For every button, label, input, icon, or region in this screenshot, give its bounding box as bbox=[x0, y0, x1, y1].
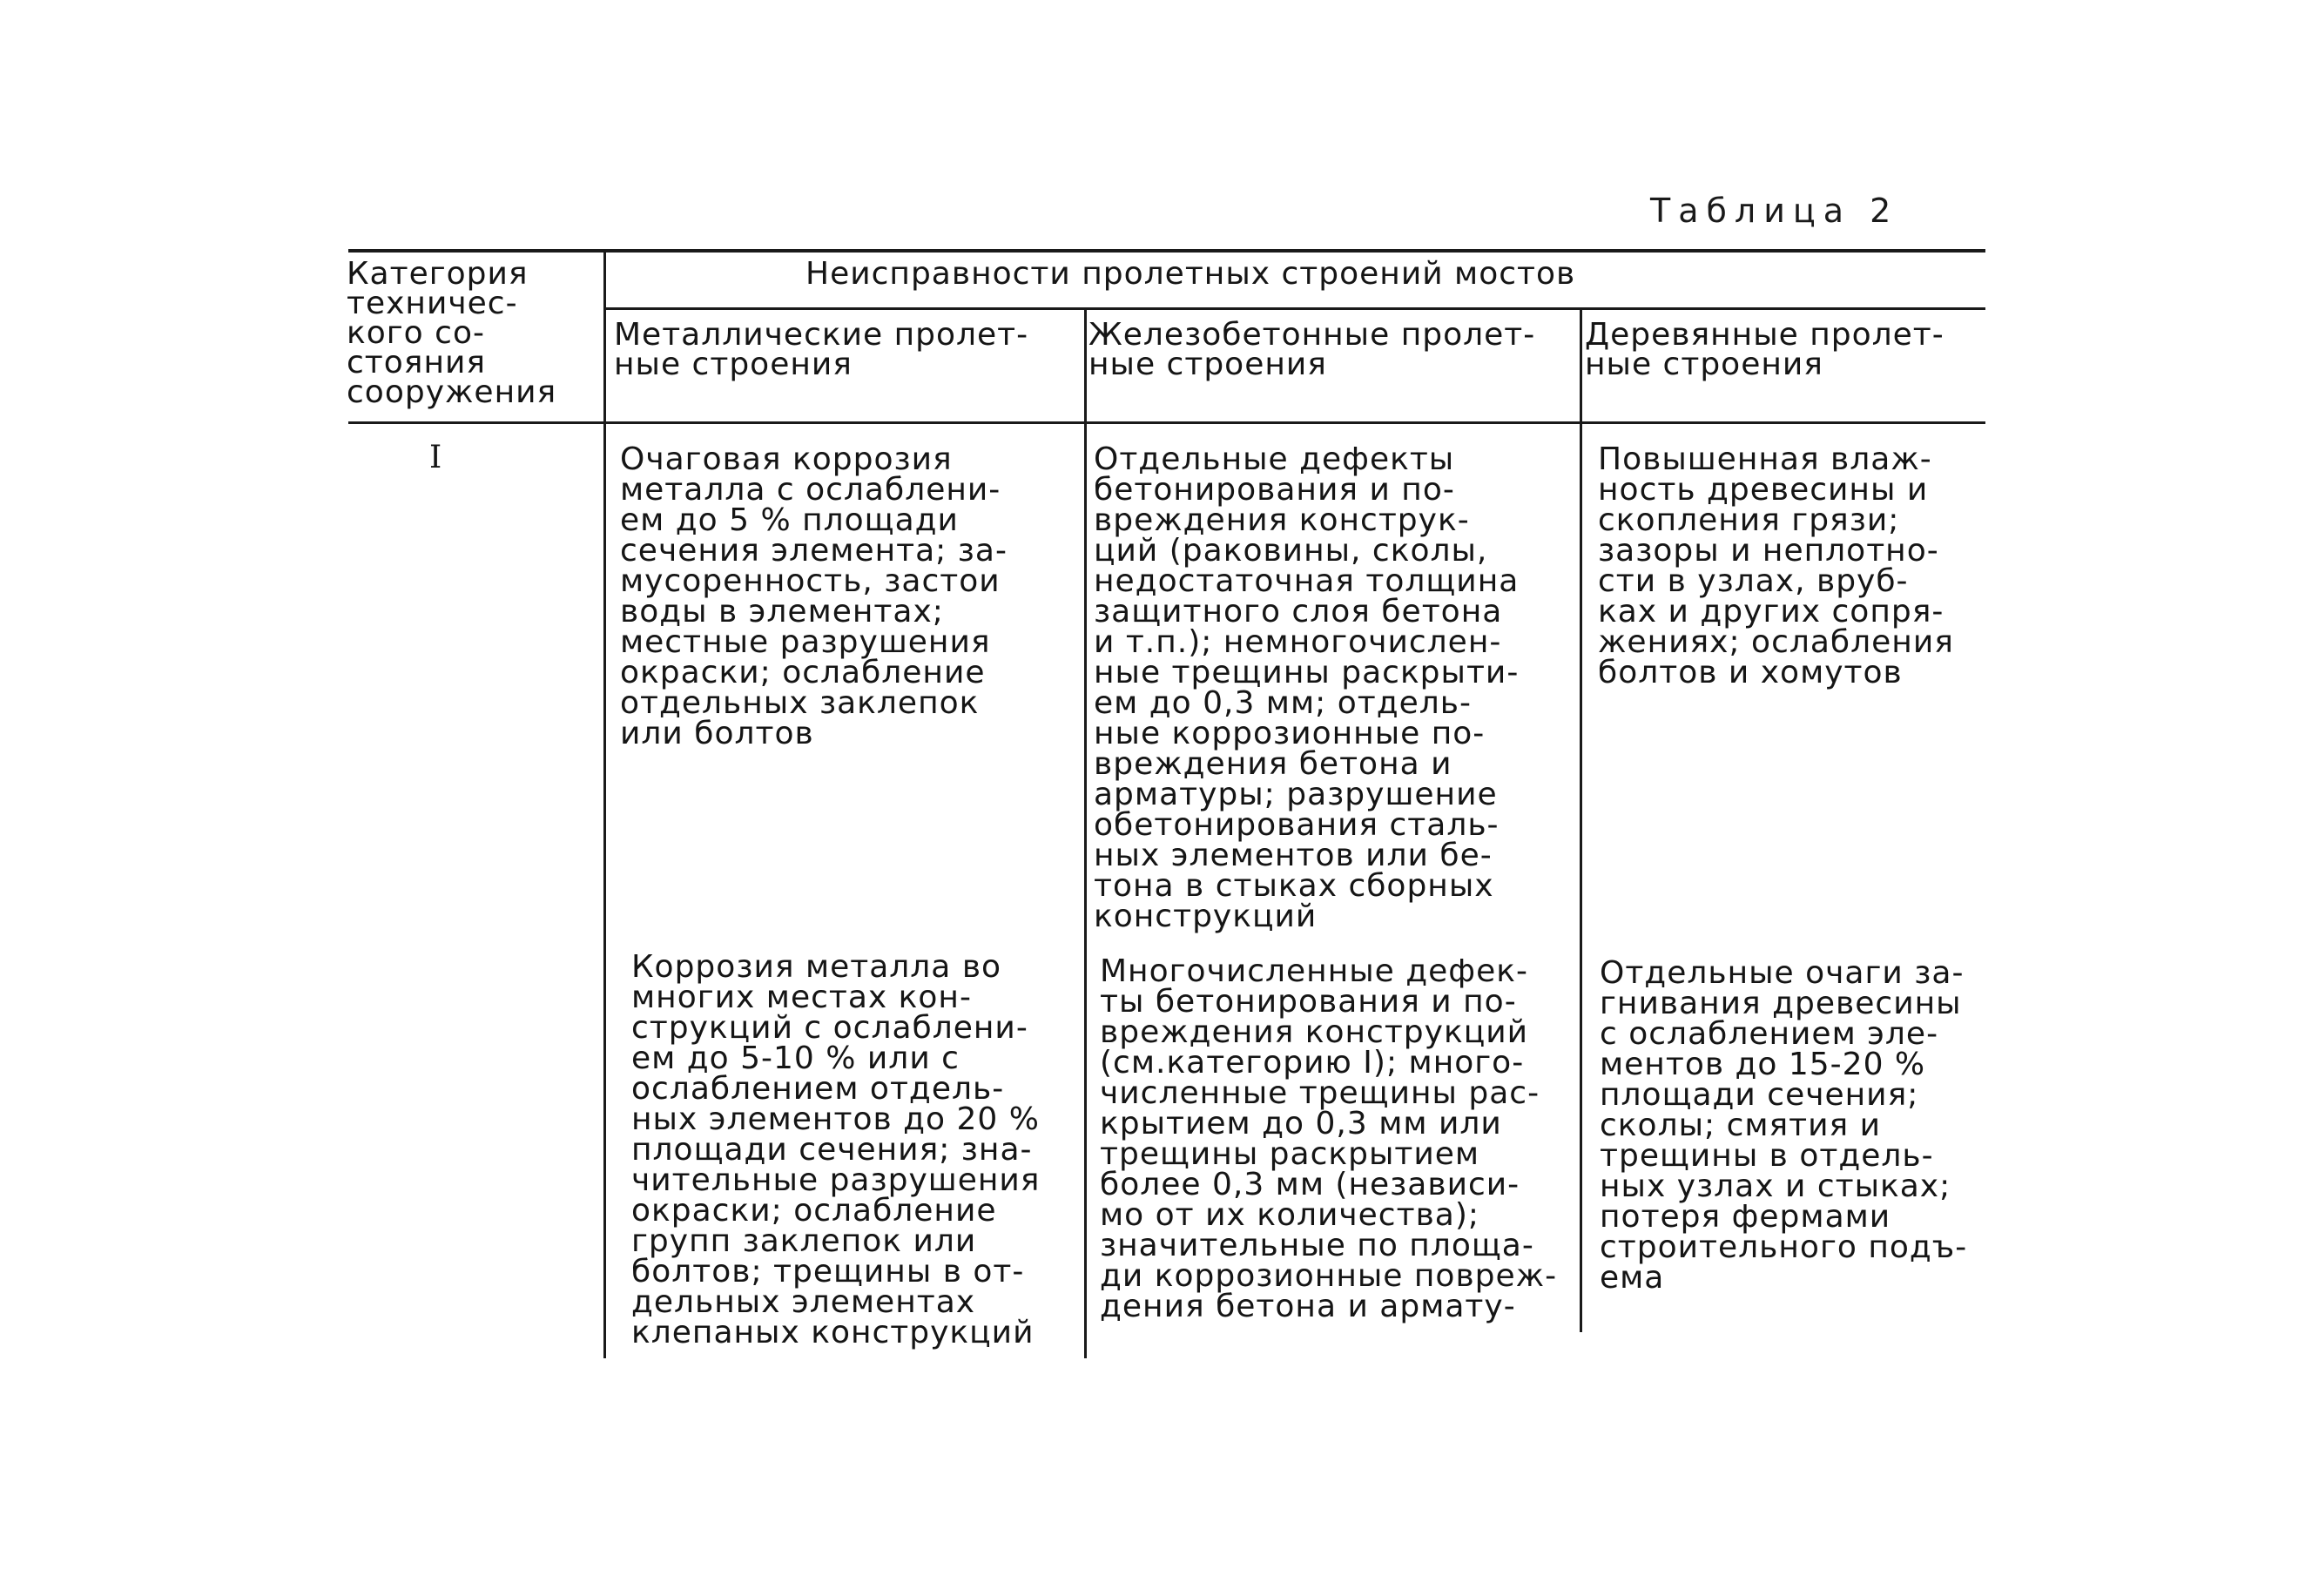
row-1-concrete-cell: Отдельные дефекты бетонирования и по- вреждения конструк- ций (раковины, сколы, недостаточная толщина защитного слоя бетона и т.п.); немногочислен- ные трещины раскрыти- ем до 0,3 мм; отдель- ные коррозионные по- вреждения бетона и арматуры; разрушение обетонирования сталь- ных элементов или бе- тона в стыках сборных конструкций bbox=[1094, 441, 1520, 934]
table-top-rule bbox=[348, 249, 1985, 253]
header-concrete-cell: Железобетонные пролет- ные строения bbox=[1088, 317, 1536, 382]
group-header-rule bbox=[605, 307, 1985, 310]
header-wood-cell: Деревянные пролет- ные строения bbox=[1585, 317, 1944, 382]
row-1-category-cell: I bbox=[429, 440, 443, 475]
category-column-divider bbox=[603, 253, 606, 1358]
header-category-cell: Категория техничес- кого со- стояния сооружения bbox=[347, 256, 557, 410]
concrete-wood-divider bbox=[1580, 308, 1582, 1332]
header-group-cell: Неисправности пролетных строений мостов bbox=[805, 256, 1576, 292]
header-metal-cell: Металлические пролет- ные строения bbox=[614, 317, 1029, 382]
row-2-concrete-cell: Многочисленные дефек- ты бетонирования и по- вреждения конструкций (см.категорию I); много- численные трещины рас- крытием до 0,3 мм или трещины раскрытием более 0,3 мм (независи- мо от их количества); значительные по площа- ди коррозионные повреж- дения бетона и армату- bbox=[1100, 953, 1558, 1324]
row-1-wood-cell: Повышенная влаж- ность древесины и скопления грязи; зазоры и неплотно- сти в узлах, вруб- ках и других сопря- жениях; ослабления болтов и хомутов bbox=[1598, 441, 1954, 690]
row-2-wood-cell: Отдельные очаги за- гнивания древесины с ослаблением эле- ментов до 15-20 % площади сечения; сколы; смятия и трещины в отдель- ных узлах и стыках; потеря фермами строительного подъ- ема bbox=[1600, 955, 1968, 1296]
metal-concrete-divider bbox=[1084, 308, 1087, 1358]
header-bottom-rule bbox=[348, 421, 1985, 424]
table-caption: Таблица 2 bbox=[1650, 192, 1899, 230]
row-1-metal-cell: Очаговая коррозия металла с ослаблени- ем до 5 % площади сечения элемента; за- мусоренность, застои воды в элементах; местные разрушения окраски; ослабление отдельных заклепок или болтов bbox=[620, 441, 1008, 751]
row-2-metal-cell: Коррозия металла во многих местах кон- струкций с ослаблени- ем до 5-10 % или с ослаблением отдель- ных элементов до 20 % площади сечения; зна- чительные разрушения окраски; ослабление групп заклепок или болтов; трещины в от- дельных элементах клепаных конструкций bbox=[631, 949, 1041, 1350]
